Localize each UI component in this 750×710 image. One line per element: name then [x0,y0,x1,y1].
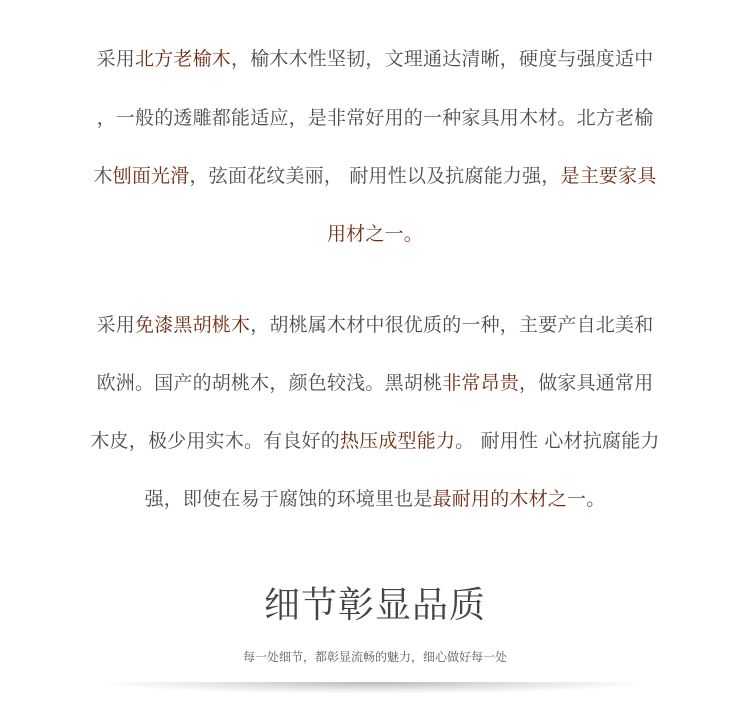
paragraph-line [0,47,750,71]
text-segment: ，榆木木性坚韧，文理通达清晰，硬度与强度适中 [231,48,654,70]
text-segment: ，做家具通常用 [519,372,654,394]
highlight-text: 用材之一。 [326,223,423,245]
text-segment: ，一般的透雕都能适应，是非常好用的一种家具用木材。北方老榆 [96,107,654,129]
paragraph-line [0,313,750,337]
paragraph-line [0,164,750,188]
text-segment: 。 [586,488,606,510]
text-segment: 木皮，极少用实木。有良好的 [90,430,340,452]
highlight-text: 最耐用的木材之一 [432,488,587,510]
paragraph-line [0,429,750,453]
divider-shadow [95,682,655,694]
section-subtitle: 每一处细节，都彰显流畅的魅力，细心做好每一处 [242,650,507,664]
highlight-text: 热压成型能力 [339,430,456,452]
text-segment: 。 耐用性 心材抗腐能力 [455,430,660,452]
highlight-text: 刨面光滑 [112,165,190,187]
highlight-text: 是主要家具 [560,165,657,187]
text-segment: ，胡桃属木材中很优质的一种，主要产自北美和 [250,314,654,336]
text-segment: 强，即使在易于腐蚀的环境里也是 [144,488,433,510]
highlight-text: 北方老榆木 [134,48,231,70]
paragraph-line [0,487,750,511]
highlight-text: 非常昂贵 [442,372,519,394]
highlight-text: 免漆黑胡桃木 [135,314,251,336]
paragraph-line [0,106,750,130]
paragraph-line [0,222,750,246]
paragraph-line [0,371,750,395]
text-segment: 木 [93,165,113,187]
text-segment: 采用 [96,48,135,70]
section-title: 细节彰显品质 [263,585,486,626]
text-segment: 欧洲。国产的胡桃木，颜色较浅。黑胡桃 [96,372,443,394]
text-segment: ，弦面花纹美丽， 耐用性以及抗腐能力强， [189,165,561,187]
text-segment: 采用 [96,314,135,336]
